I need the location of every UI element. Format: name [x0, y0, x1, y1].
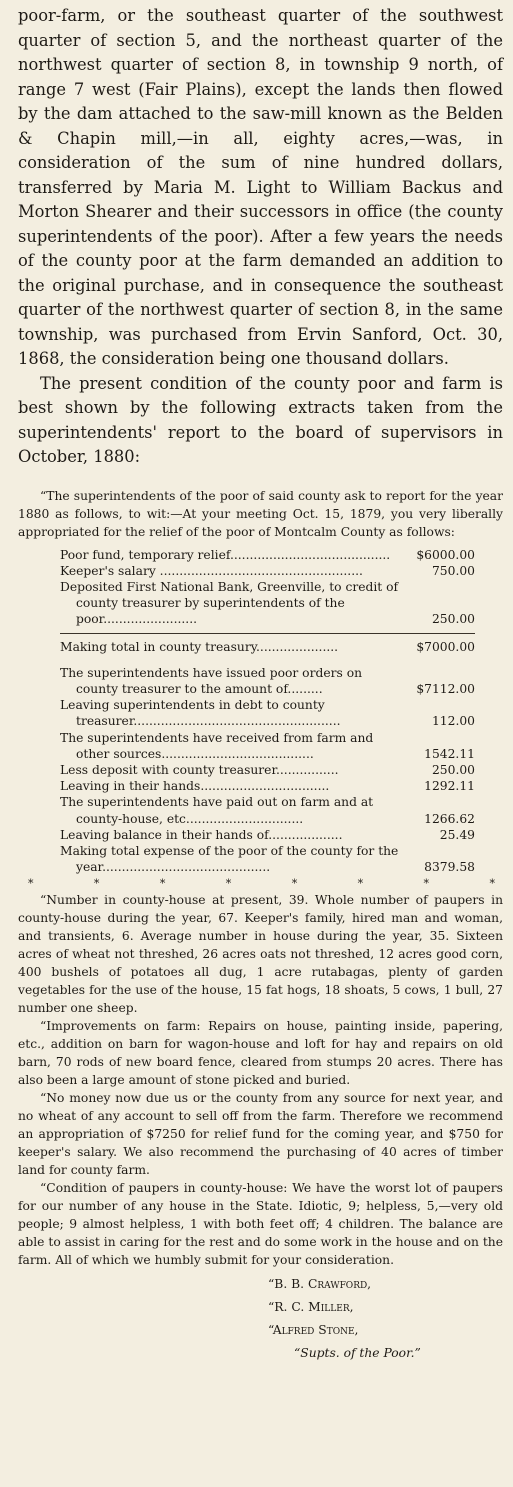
table-row [60, 778, 475, 794]
table-row [60, 843, 475, 875]
row-amount: $6000.00 [416, 547, 475, 562]
signature-crawford: “B. B. Crawford, [268, 1277, 372, 1292]
report-intro: “The superintendents of the poor of said county ask to report for the year 1880 as follows, to wit:—At your meeting Oct. 15, 1879, you very liberally appropriated for the relief of the poor of Montcalm County as follows: [18, 488, 503, 539]
total-rule [60, 633, 475, 634]
row-label: The superintendents have issued poor orders on county treasurer to the amount of......... [60, 665, 363, 696]
row-label: Less deposit with county treasurer................ [60, 762, 339, 777]
report-paragraph-county-house: “Number in county-house at present, 39. Whole number of paupers in county-house during the year, 67. Keeper's family, hired man and woman, and transients, 6. Average number in house during the year, 35. Sixteen acres of wheat not threshed, 26 acres oats not threshed, 12 acres good corn, 400 bushels of potatoes all dug, 1 acre rutabagas, plenty of garden vegetables for the use of the house, 15 fat hogs, 18 shoats, 5 cows, 1 bull, 27 number one sheep. [18, 893, 503, 1016]
body-paragraph-present-condition: The present condition of the county poor and farm is best shown by the following extracts taken from the superintendents' report to the board of supervisors in October, 1880: [18, 373, 503, 466]
star-mark: * [489, 877, 495, 891]
report-extract [18, 487, 503, 1366]
total-row [60, 639, 475, 655]
report-paragraph-condition: “Condition of paupers in county-house: We have the worst lot of paupers for our number of any house in the State. Idiotic, 9; helpless, 5,—very old people; 9 almost helpless, 1 with both feet off; 4 children. The balance are able to assist in caring for the rest and do some work in the house and on the farm. All of which we humbly submit for your consideration. [18, 1181, 503, 1268]
row-amount: 25.49 [439, 827, 475, 842]
table-row [60, 697, 475, 729]
ellipsis-stars [28, 877, 495, 891]
row-label: Deposited First National Bank, Greenville, to credit of county treasurer by superintendents of the poor........................ [60, 579, 399, 627]
signature-block [18, 1273, 503, 1365]
row-amount: 1542.11 [424, 746, 475, 761]
star-mark: * [423, 877, 430, 891]
row-label: Making total in county treasury..................... [60, 639, 339, 654]
table-row [60, 762, 475, 778]
table-row [60, 579, 475, 628]
star-mark: * [225, 877, 232, 891]
row-amount: 8379.58 [424, 860, 475, 875]
report-paragraph-recommendation: “No money now due us or the county from any source for next year, and no wheat of any account to sell off from the farm. Therefore we recommend an appropriation of $7250 for relief fund for the coming year, and $750 for keeper's salary. We also recommend the purchasing of 40 acres of timber land for county farm. [18, 1091, 503, 1178]
row-amount: 750.00 [431, 563, 475, 578]
row-label: Leaving in their hands................................. [60, 779, 330, 794]
table-row [60, 730, 475, 762]
row-amount: 1266.62 [424, 811, 475, 826]
star-mark: * [357, 877, 364, 891]
row-amount: 112.00 [431, 714, 475, 729]
table-gap [60, 655, 475, 665]
star-mark: * [291, 877, 298, 891]
row-label: The superintendents have received from farm and other sources....................................... [60, 730, 374, 761]
row-label: Leaving balance in their hands of................... [60, 827, 343, 842]
star-mark: * [93, 877, 100, 891]
report-paragraph-improvements: “Improvements on farm: Repairs on house, painting inside, papering, etc., addition on barn for wagon-house and loft for hay and repairs on old barn, 70 rods of new board fence, cleared from stumps 20 acres. There has also been a large amount of stone picked and buried. [18, 1019, 503, 1088]
signature-stone: “Alfred Stone, [268, 1323, 359, 1338]
row-amount: 250.00 [431, 762, 475, 777]
appropriation-table [60, 547, 475, 876]
row-amount: 1292.11 [424, 779, 475, 794]
row-label: The superintendents have paid out on farm and at county-house, etc.............................. [60, 795, 374, 826]
row-label: Poor fund, temporary relief......................................... [60, 547, 391, 562]
row-label: Keeper's salary .................................................... [60, 563, 363, 578]
row-amount: 250.00 [431, 612, 475, 627]
table-row [60, 665, 475, 697]
row-amount: $7000.00 [416, 639, 475, 654]
signature-title: “Supts. of the Poor.” [294, 1346, 421, 1361]
body-paragraph-poor-farm: poor-farm, or the southeast quarter of the southwest quarter of section 5, and the northeast quarter of the northwest quarter of section 8, in township 9 north, of range 7 west (Fair Plains), except the lands then flowed by the dam attached to the saw-mill known as the Belden & Chapin mill,—in all, eighty acres,—was, in consideration of the sum of nine hundred dollars, transferred by Maria M. Light to William Backus and Morton Shearer and their successors in office (the county superintendents of the poor). After a few years the needs of the county poor at the farm demanded an addition to the original purchase, and in consequence the southeast quarter of the northwest quarter of section 8, in the same township, was purchased from Ervin Sanford, Oct. 30, 1868, the consideration being one thousand dollars. [18, 6, 503, 368]
star-mark: * [159, 877, 166, 891]
signature-miller: “R. C. Miller, [268, 1300, 354, 1315]
row-amount: $7112.00 [416, 681, 475, 696]
table-row [60, 794, 475, 826]
row-label: Making total expense of the poor of the county for the year........................................... [60, 843, 399, 875]
row-label: Leaving superintendents in debt to county treasurer..................................................... [60, 698, 341, 729]
table-row [60, 827, 475, 843]
star-mark: * [28, 877, 34, 891]
table-row [60, 547, 475, 563]
table-row [60, 563, 475, 579]
